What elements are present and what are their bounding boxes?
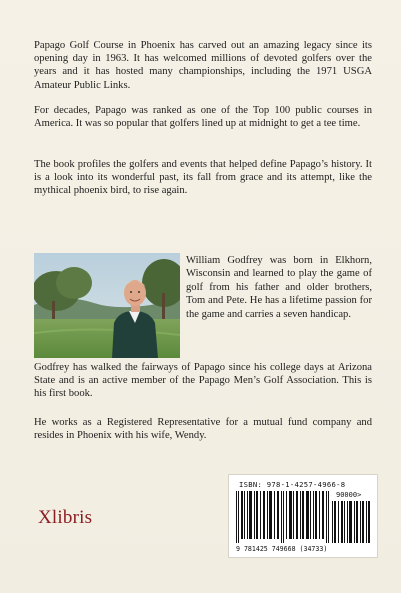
author-bio-paragraph-3: He works as a Registered Representative for a mutual fund company and resides in Phoenix with his wife, Wendy.: [34, 417, 372, 442]
author-bio-paragraph-2: Godfrey has walked the fairways of Papago since his college days at Arizona State and is an active member of the Papago Men’s Golf Association. This is his first book.: [34, 362, 372, 400]
isbn-barcode: [228, 474, 378, 558]
ean-barcode-bars: [236, 491, 330, 543]
ean-digits: 9 781425 749668 (34733): [236, 545, 328, 553]
price-extension: 90000>: [336, 491, 362, 499]
description-paragraph-1: Papago Golf Course in Phoenix has carved out an amazing legacy since its opening day in 1963. It has welcomed millions of devoted golfers over the years and it has hosted many championships, including the 1971 USGA Amateur Public Links.: [34, 40, 372, 91]
extension-barcode-bars: [332, 501, 370, 543]
author-bio-intro: William Godfrey was born in Elkhorn, Wisconsin and learned to play the game of golf from his father and older brothers, Tom and Pete. He has a lifetime passion for the game and carries a seven handicap.: [186, 255, 372, 320]
isbn-label: ISBN: 978-1-4257-4966-8: [239, 480, 346, 489]
author-photo: [34, 253, 180, 358]
publisher-logo: Xlibris: [38, 507, 93, 528]
description-paragraph-2: For decades, Papago was ranked as one of the Top 100 public courses in America. It was so popular that golfers lined up at midnight to get a tee time.: [34, 105, 372, 130]
description-paragraph-3: The book profiles the golfers and events that helped define Papago’s history. It is a look into its wonderful past, its fall from grace and its attempt, like the mythical phoenix bird, to rise again.: [34, 159, 372, 197]
